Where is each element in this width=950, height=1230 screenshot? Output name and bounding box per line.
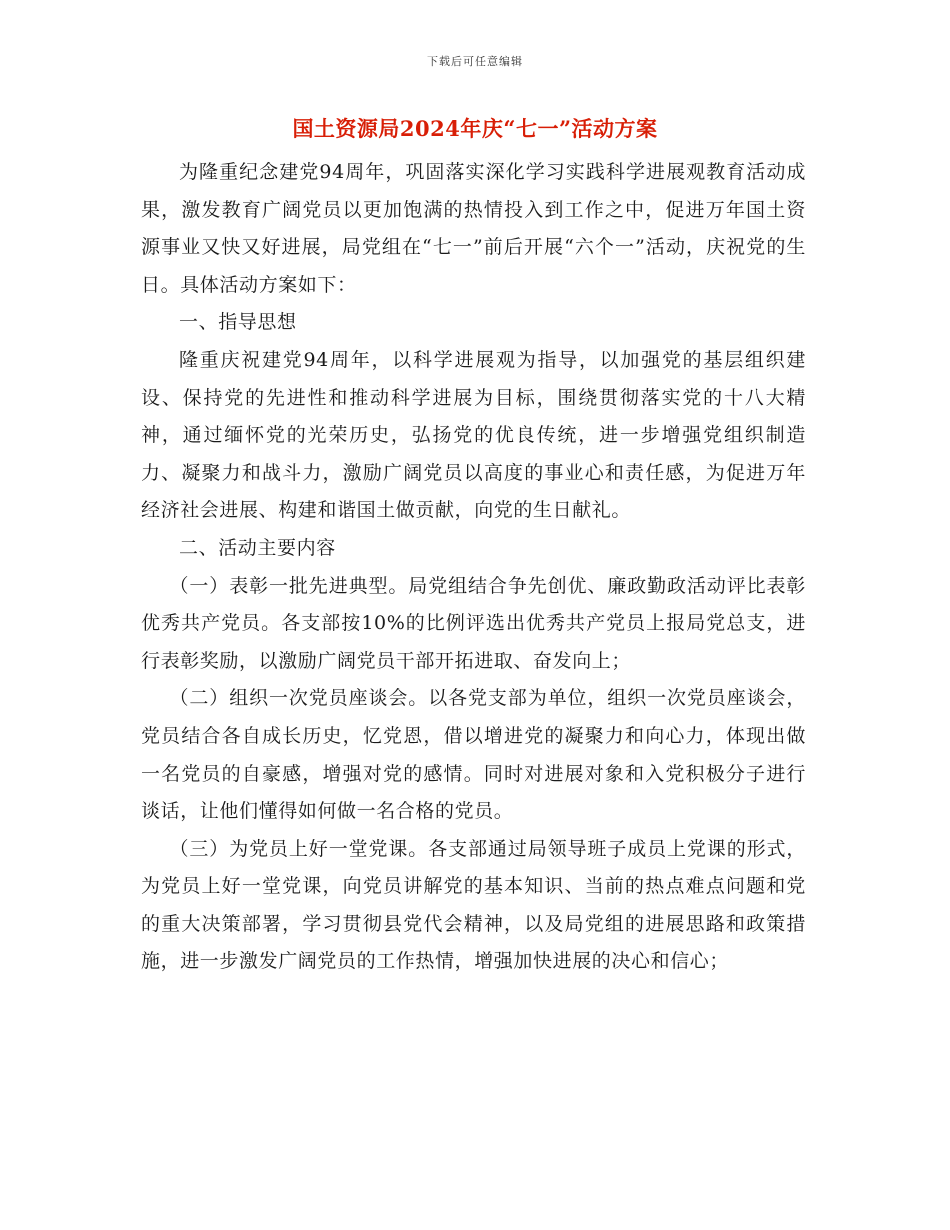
- intro-paragraph: 为隆重纪念建党94周年，巩固落实深化学习实践科学进展观教育活动成果，激发教育广阔党员以更加饱满的热情投入到工作之中，促进万年国土资源事业又快又好进展，局党组在“七一”前后开展“六个一”活动，庆祝党的生日。具体活动方案如下：: [141, 161, 806, 296]
- section-heading-main-content: 二、活动主要内容: [179, 536, 336, 559]
- document-title: 国土资源局2024年庆“七一”活动方案: [292, 116, 658, 141]
- item-2-paragraph: （二）组织一次党员座谈会。以各党支部为单位，组织一次党员座谈会，党员结合各自成长历史，忆党恩，借以增进党的凝聚力和向心力，体现出做一名党员的自豪感，增强对党的感情。同时对进展对象和入党积极分子进行谈话，让他们懂得如何做一名合格的党员。: [141, 687, 806, 823]
- document-body: [141, 154, 806, 981]
- section-heading-guiding-ideology: 一、指导思想: [179, 311, 297, 334]
- item-1-paragraph: （一）表彰一批先进典型。局党组结合争先创优、廉政勤政活动评比表彰优秀共产党员。各支部按10%的比例评选出优秀共产党员上报局党总支，进行表彰奖励，以激励广阔党员干部开拓进取、奋发向上；: [141, 574, 806, 672]
- item-3-paragraph: （三）为党员上好一堂党课。各支部通过局领导班子成员上党课的形式，为党员上好一堂党课，向党员讲解党的基本知识、当前的热点难点问题和党的重大决策部署，学习贯彻县党代会精神，以及局党组的进展思路和政策措施，进一步激发广阔党员的工作热情，增强加快进展的决心和信心；: [141, 837, 806, 973]
- guiding-ideology-paragraph: 隆重庆祝建党94周年，以科学进展观为指导，以加强党的基层组织建设、保持党的先进性和推动科学进展为目标，围绕贯彻落实党的十八大精神，通过缅怀党的光荣历史，弘扬党的优良传统，进一步增强党组织制造力、凝聚力和战斗力，激励广阔党员以高度的事业心和责任感，为促进万年经济社会进展、构建和谐国土做贡献，向党的生日献礼。: [141, 348, 806, 522]
- page-header-note: 下载后可任意编辑: [427, 55, 523, 68]
